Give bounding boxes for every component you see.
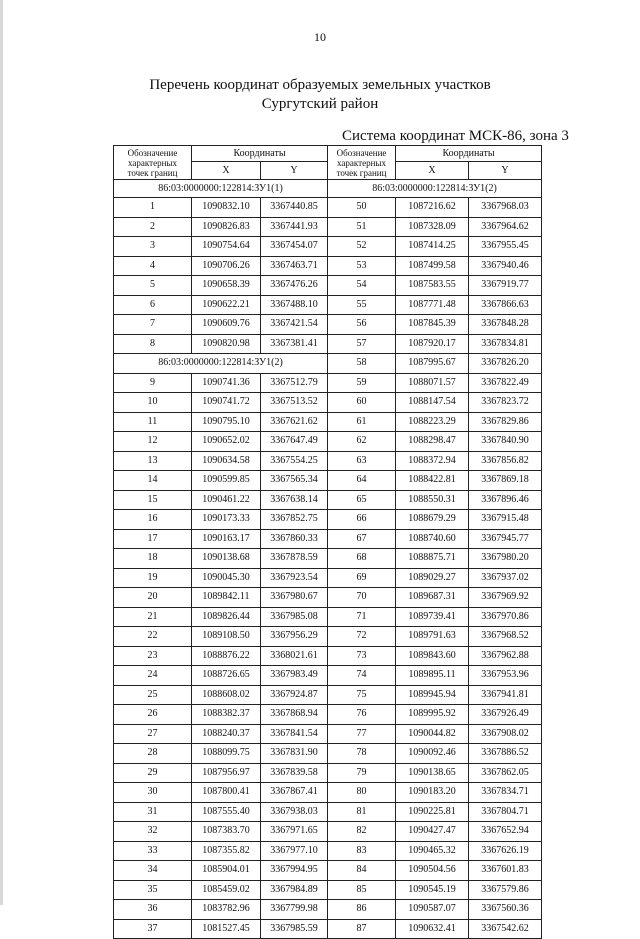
left-y-value: 3367381.41 [261, 334, 328, 354]
left-point-number: 30 [114, 783, 192, 803]
right-y-value: 3367926.49 [469, 705, 542, 725]
left-y-value: 3367868.94 [261, 705, 328, 725]
right-y-value: 3367908.02 [469, 724, 542, 744]
table-row [114, 490, 542, 510]
right-y-value: 3367886.52 [469, 744, 542, 764]
right-point-number: 51 [328, 217, 396, 237]
right-x-value: 1089791.63 [396, 627, 469, 647]
left-y-value: 3367839.58 [261, 763, 328, 783]
right-y-value: 3367856.82 [469, 451, 542, 471]
right-y-value: 3367968.52 [469, 627, 542, 647]
left-point-number: 20 [114, 588, 192, 608]
left-x-value: 1087956.97 [192, 763, 261, 783]
left-y-value: 3367980.67 [261, 588, 328, 608]
left-x-value: 1085459.02 [192, 880, 261, 900]
right-y-value: 3367955.45 [469, 237, 542, 257]
right-point-number: 67 [328, 529, 396, 549]
right-x-value: 1088550.31 [396, 490, 469, 510]
left-point-number: 11 [114, 412, 192, 432]
right-y-value: 3367941.81 [469, 685, 542, 705]
left-x-value: 1083782.96 [192, 900, 261, 920]
table-row [114, 471, 542, 491]
right-point-number: 59 [328, 373, 396, 393]
left-y-value: 3367476.26 [261, 276, 328, 296]
right-point-number: 74 [328, 666, 396, 686]
left-y-value: 3367463.71 [261, 256, 328, 276]
right-x-value: 1088071.57 [396, 373, 469, 393]
right-x-value: 1088875.71 [396, 549, 469, 569]
left-point-number: 19 [114, 568, 192, 588]
left-y-value: 3367488.10 [261, 295, 328, 315]
right-y-value: 3367937.02 [469, 568, 542, 588]
right-point-number: 55 [328, 295, 396, 315]
left-y-value: 3367831.90 [261, 744, 328, 764]
right-y-value: 3367840.90 [469, 432, 542, 452]
table-row [114, 802, 542, 822]
left-point-number: 4 [114, 256, 192, 276]
right-x-value: 1089945.94 [396, 685, 469, 705]
right-y-value: 3367968.03 [469, 198, 542, 218]
right-x-value: 1089843.60 [396, 646, 469, 666]
right-x-value: 1088372.94 [396, 451, 469, 471]
table-row [114, 783, 542, 803]
header-point-label-right: Обозначение характерных точек границ [328, 146, 396, 180]
table-row [114, 315, 542, 335]
right-y-value: 3367542.62 [469, 919, 542, 939]
right-y-value: 3367829.86 [469, 412, 542, 432]
table-row [114, 900, 542, 920]
right-y-value: 3367579.86 [469, 880, 542, 900]
left-x-value: 1081527.45 [192, 919, 261, 939]
header-x-left: X [192, 162, 261, 180]
right-x-value: 1088298.47 [396, 432, 469, 452]
left-point-number: 6 [114, 295, 192, 315]
left-point-number: 13 [114, 451, 192, 471]
table-row [114, 666, 542, 686]
right-point-number: 82 [328, 822, 396, 842]
right-x-value: 1087216.62 [396, 198, 469, 218]
right-point-number: 54 [328, 276, 396, 296]
right-point-number: 81 [328, 802, 396, 822]
left-point-number: 7 [114, 315, 192, 335]
left-y-value: 3367878.59 [261, 549, 328, 569]
right-point-number: 71 [328, 607, 396, 627]
left-y-value: 3367983.49 [261, 666, 328, 686]
left-x-value: 1090741.72 [192, 393, 261, 413]
left-section-label: 86:03:0000000:122814:ЗУ1(1) [114, 180, 328, 198]
left-point-number: 10 [114, 393, 192, 413]
header-x-right: X [396, 162, 469, 180]
left-point-number: 8 [114, 334, 192, 354]
right-point-number: 65 [328, 490, 396, 510]
left-y-value: 3367647.49 [261, 432, 328, 452]
left-y-value: 3367924.87 [261, 685, 328, 705]
table-row [114, 295, 542, 315]
right-point-number: 64 [328, 471, 396, 491]
table-row [114, 627, 542, 647]
table-row [114, 861, 542, 881]
left-point-number: 35 [114, 880, 192, 900]
left-y-value: 3367841.54 [261, 724, 328, 744]
right-point-number: 70 [328, 588, 396, 608]
right-point-number: 73 [328, 646, 396, 666]
left-y-value: 3367421.54 [261, 315, 328, 335]
left-x-value: 1089108.50 [192, 627, 261, 647]
left-y-value: 3367938.03 [261, 802, 328, 822]
left-y-value: 3367867.41 [261, 783, 328, 803]
right-point-number: 56 [328, 315, 396, 335]
left-y-value: 3367799.98 [261, 900, 328, 920]
right-point-number: 58 [328, 354, 396, 374]
left-y-value: 3367565.34 [261, 471, 328, 491]
right-y-value: 3367869.18 [469, 471, 542, 491]
right-x-value: 1090183.20 [396, 783, 469, 803]
right-x-value: 1088679.29 [396, 510, 469, 530]
left-x-value: 1090826.83 [192, 217, 261, 237]
right-point-number: 80 [328, 783, 396, 803]
left-point-number: 26 [114, 705, 192, 725]
right-point-number: 84 [328, 861, 396, 881]
left-y-value: 3367621.62 [261, 412, 328, 432]
left-point-number: 23 [114, 646, 192, 666]
left-x-value: 1090652.02 [192, 432, 261, 452]
right-y-value: 3367848.28 [469, 315, 542, 335]
left-y-value: 3367513.52 [261, 393, 328, 413]
right-x-value: 1088223.29 [396, 412, 469, 432]
right-point-number: 79 [328, 763, 396, 783]
left-x-value: 1090173.33 [192, 510, 261, 530]
right-x-value: 1087583.55 [396, 276, 469, 296]
right-y-value: 3367834.81 [469, 334, 542, 354]
left-y-value: 3367860.33 [261, 529, 328, 549]
title-line-2: Сургутский район [261, 96, 379, 112]
left-y-value: 3367985.59 [261, 919, 328, 939]
left-y-value: 3367923.54 [261, 568, 328, 588]
right-x-value: 1090138.65 [396, 763, 469, 783]
left-y-value: 3367971.65 [261, 822, 328, 842]
table-row [114, 841, 542, 861]
right-x-value: 1090632.41 [396, 919, 469, 939]
left-point-number: 5 [114, 276, 192, 296]
right-x-value: 1088147.54 [396, 393, 469, 413]
left-x-value: 1090658.39 [192, 276, 261, 296]
right-point-number: 72 [328, 627, 396, 647]
left-point-number: 2 [114, 217, 192, 237]
table-row [114, 237, 542, 257]
table-row [114, 549, 542, 569]
right-point-number: 69 [328, 568, 396, 588]
table-row [114, 256, 542, 276]
left-point-number: 12 [114, 432, 192, 452]
table-row [114, 822, 542, 842]
left-point-number: 16 [114, 510, 192, 530]
right-x-value: 1087771.48 [396, 295, 469, 315]
header-y-left: Y [261, 162, 328, 180]
left-y-value: 3367852.75 [261, 510, 328, 530]
left-point-number: 37 [114, 919, 192, 939]
right-y-value: 3367964.62 [469, 217, 542, 237]
left-point-number: 14 [114, 471, 192, 491]
left-point-number: 24 [114, 666, 192, 686]
right-y-value: 3367823.72 [469, 393, 542, 413]
right-y-value: 3367915.48 [469, 510, 542, 530]
right-x-value: 1087845.39 [396, 315, 469, 335]
right-x-value: 1087995.67 [396, 354, 469, 374]
right-y-value: 3367652.94 [469, 822, 542, 842]
right-y-value: 3367601.83 [469, 861, 542, 881]
left-point-number: 22 [114, 627, 192, 647]
left-x-value: 1090599.85 [192, 471, 261, 491]
title-line-1: Перечень координат образуемых земельных участков [149, 77, 491, 93]
header-point-label-left: Обозначение характерных точек границ [114, 146, 192, 180]
table-row [114, 685, 542, 705]
table-row [114, 180, 542, 198]
table-row [114, 705, 542, 725]
left-y-value: 3367454.07 [261, 237, 328, 257]
left-x-value: 1090461.22 [192, 490, 261, 510]
right-x-value: 1088422.81 [396, 471, 469, 491]
left-y-value: 3367956.29 [261, 627, 328, 647]
right-point-number: 85 [328, 880, 396, 900]
right-x-value: 1087328.09 [396, 217, 469, 237]
right-point-number: 66 [328, 510, 396, 530]
left-x-value: 1090795.10 [192, 412, 261, 432]
table-row [114, 919, 542, 939]
right-point-number: 75 [328, 685, 396, 705]
table-row [114, 451, 542, 471]
right-y-value: 3367862.05 [469, 763, 542, 783]
table-row [114, 744, 542, 764]
right-x-value: 1090587.07 [396, 900, 469, 920]
left-x-value: 1087800.41 [192, 783, 261, 803]
right-y-value: 3367834.71 [469, 783, 542, 803]
left-section-label: 86:03:0000000:122814:ЗУ1(2) [114, 354, 328, 374]
left-point-number: 15 [114, 490, 192, 510]
left-point-number: 17 [114, 529, 192, 549]
table-row [114, 276, 542, 296]
left-point-number: 25 [114, 685, 192, 705]
left-point-number: 36 [114, 900, 192, 920]
right-y-value: 3367940.46 [469, 256, 542, 276]
scan-edge [0, 0, 3, 905]
table-row [114, 393, 542, 413]
table-row [114, 373, 542, 393]
right-y-value: 3367626.19 [469, 841, 542, 861]
right-y-value: 3367962.88 [469, 646, 542, 666]
right-point-number: 52 [328, 237, 396, 257]
right-x-value: 1090044.82 [396, 724, 469, 744]
left-point-number: 1 [114, 198, 192, 218]
left-point-number: 27 [114, 724, 192, 744]
header-y-right: Y [469, 162, 542, 180]
right-point-number: 68 [328, 549, 396, 569]
table-row [114, 724, 542, 744]
right-x-value: 1090427.47 [396, 822, 469, 842]
left-x-value: 1090741.36 [192, 373, 261, 393]
left-y-value: 3367512.79 [261, 373, 328, 393]
table-row [114, 607, 542, 627]
right-x-value: 1089995.92 [396, 705, 469, 725]
right-point-number: 50 [328, 198, 396, 218]
left-x-value: 1085904.01 [192, 861, 261, 881]
right-x-value: 1089029.27 [396, 568, 469, 588]
right-y-value: 3367822.49 [469, 373, 542, 393]
left-x-value: 1089826.44 [192, 607, 261, 627]
left-x-value: 1087383.70 [192, 822, 261, 842]
left-point-number: 31 [114, 802, 192, 822]
left-x-value: 1090609.76 [192, 315, 261, 335]
right-y-value: 3367896.46 [469, 490, 542, 510]
left-point-number: 34 [114, 861, 192, 881]
coordinate-system-label: Система координат МСК-86, зона 3 [342, 128, 569, 144]
left-point-number: 28 [114, 744, 192, 764]
left-x-value: 1087555.40 [192, 802, 261, 822]
right-point-number: 62 [328, 432, 396, 452]
left-x-value: 1088382.37 [192, 705, 261, 725]
header-coordinates-right: Координаты [396, 146, 542, 162]
left-point-number: 3 [114, 237, 192, 257]
right-x-value: 1090465.32 [396, 841, 469, 861]
left-point-number: 32 [114, 822, 192, 842]
left-x-value: 1090706.26 [192, 256, 261, 276]
right-point-number: 86 [328, 900, 396, 920]
table-row [114, 568, 542, 588]
document-title [0, 76, 640, 114]
left-x-value: 1090832.10 [192, 198, 261, 218]
coordinates-table [113, 145, 542, 939]
right-x-value: 1090225.81 [396, 802, 469, 822]
left-x-value: 1088099.75 [192, 744, 261, 764]
right-y-value: 3367970.86 [469, 607, 542, 627]
right-point-number: 60 [328, 393, 396, 413]
table-row [114, 763, 542, 783]
table-body [114, 180, 542, 939]
right-y-value: 3367945.77 [469, 529, 542, 549]
left-y-value: 3367554.25 [261, 451, 328, 471]
table-row [114, 217, 542, 237]
table-row [114, 646, 542, 666]
left-x-value: 1087355.82 [192, 841, 261, 861]
right-x-value: 1090092.46 [396, 744, 469, 764]
left-x-value: 1088876.22 [192, 646, 261, 666]
left-x-value: 1088240.37 [192, 724, 261, 744]
right-section-label: 86:03:0000000:122814:ЗУ1(2) [328, 180, 542, 198]
table-row [114, 354, 542, 374]
right-x-value: 1089687.31 [396, 588, 469, 608]
right-x-value: 1087499.58 [396, 256, 469, 276]
right-x-value: 1088740.60 [396, 529, 469, 549]
right-point-number: 57 [328, 334, 396, 354]
table-row [114, 198, 542, 218]
right-y-value: 3367560.36 [469, 900, 542, 920]
left-x-value: 1090634.58 [192, 451, 261, 471]
table-row [114, 334, 542, 354]
right-x-value: 1090545.19 [396, 880, 469, 900]
left-y-value: 3367985.08 [261, 607, 328, 627]
left-y-value: 3367441.93 [261, 217, 328, 237]
left-y-value: 3367638.14 [261, 490, 328, 510]
right-y-value: 3367969.92 [469, 588, 542, 608]
right-point-number: 76 [328, 705, 396, 725]
left-y-value: 3367440.85 [261, 198, 328, 218]
table-row [114, 529, 542, 549]
left-point-number: 18 [114, 549, 192, 569]
left-x-value: 1090622.21 [192, 295, 261, 315]
right-point-number: 63 [328, 451, 396, 471]
right-x-value: 1087414.25 [396, 237, 469, 257]
left-x-value: 1090820.98 [192, 334, 261, 354]
left-y-value: 3367977.10 [261, 841, 328, 861]
right-y-value: 3367866.63 [469, 295, 542, 315]
left-y-value: 3367994.95 [261, 861, 328, 881]
right-x-value: 1087920.17 [396, 334, 469, 354]
right-y-value: 3367953.96 [469, 666, 542, 686]
page-number: 10 [314, 30, 326, 44]
table-row [114, 588, 542, 608]
right-x-value: 1089739.41 [396, 607, 469, 627]
right-point-number: 87 [328, 919, 396, 939]
left-x-value: 1090163.17 [192, 529, 261, 549]
left-point-number: 33 [114, 841, 192, 861]
table-row [114, 880, 542, 900]
right-point-number: 61 [328, 412, 396, 432]
right-y-value: 3367980.20 [469, 549, 542, 569]
right-y-value: 3367804.71 [469, 802, 542, 822]
right-point-number: 83 [328, 841, 396, 861]
right-x-value: 1090504.56 [396, 861, 469, 881]
left-y-value: 3367984.89 [261, 880, 328, 900]
table-row [114, 412, 542, 432]
left-x-value: 1090045.30 [192, 568, 261, 588]
right-point-number: 53 [328, 256, 396, 276]
left-x-value: 1090754.64 [192, 237, 261, 257]
header-coordinates-left: Координаты [192, 146, 328, 162]
right-y-value: 3367919.77 [469, 276, 542, 296]
left-x-value: 1089842.11 [192, 588, 261, 608]
left-x-value: 1090138.68 [192, 549, 261, 569]
table-row [114, 510, 542, 530]
left-point-number: 9 [114, 373, 192, 393]
right-point-number: 77 [328, 724, 396, 744]
table-row [114, 432, 542, 452]
right-y-value: 3367826.20 [469, 354, 542, 374]
left-point-number: 29 [114, 763, 192, 783]
right-point-number: 78 [328, 744, 396, 764]
right-x-value: 1089895.11 [396, 666, 469, 686]
left-point-number: 21 [114, 607, 192, 627]
left-y-value: 3368021.61 [261, 646, 328, 666]
left-x-value: 1088608.02 [192, 685, 261, 705]
left-x-value: 1088726.65 [192, 666, 261, 686]
